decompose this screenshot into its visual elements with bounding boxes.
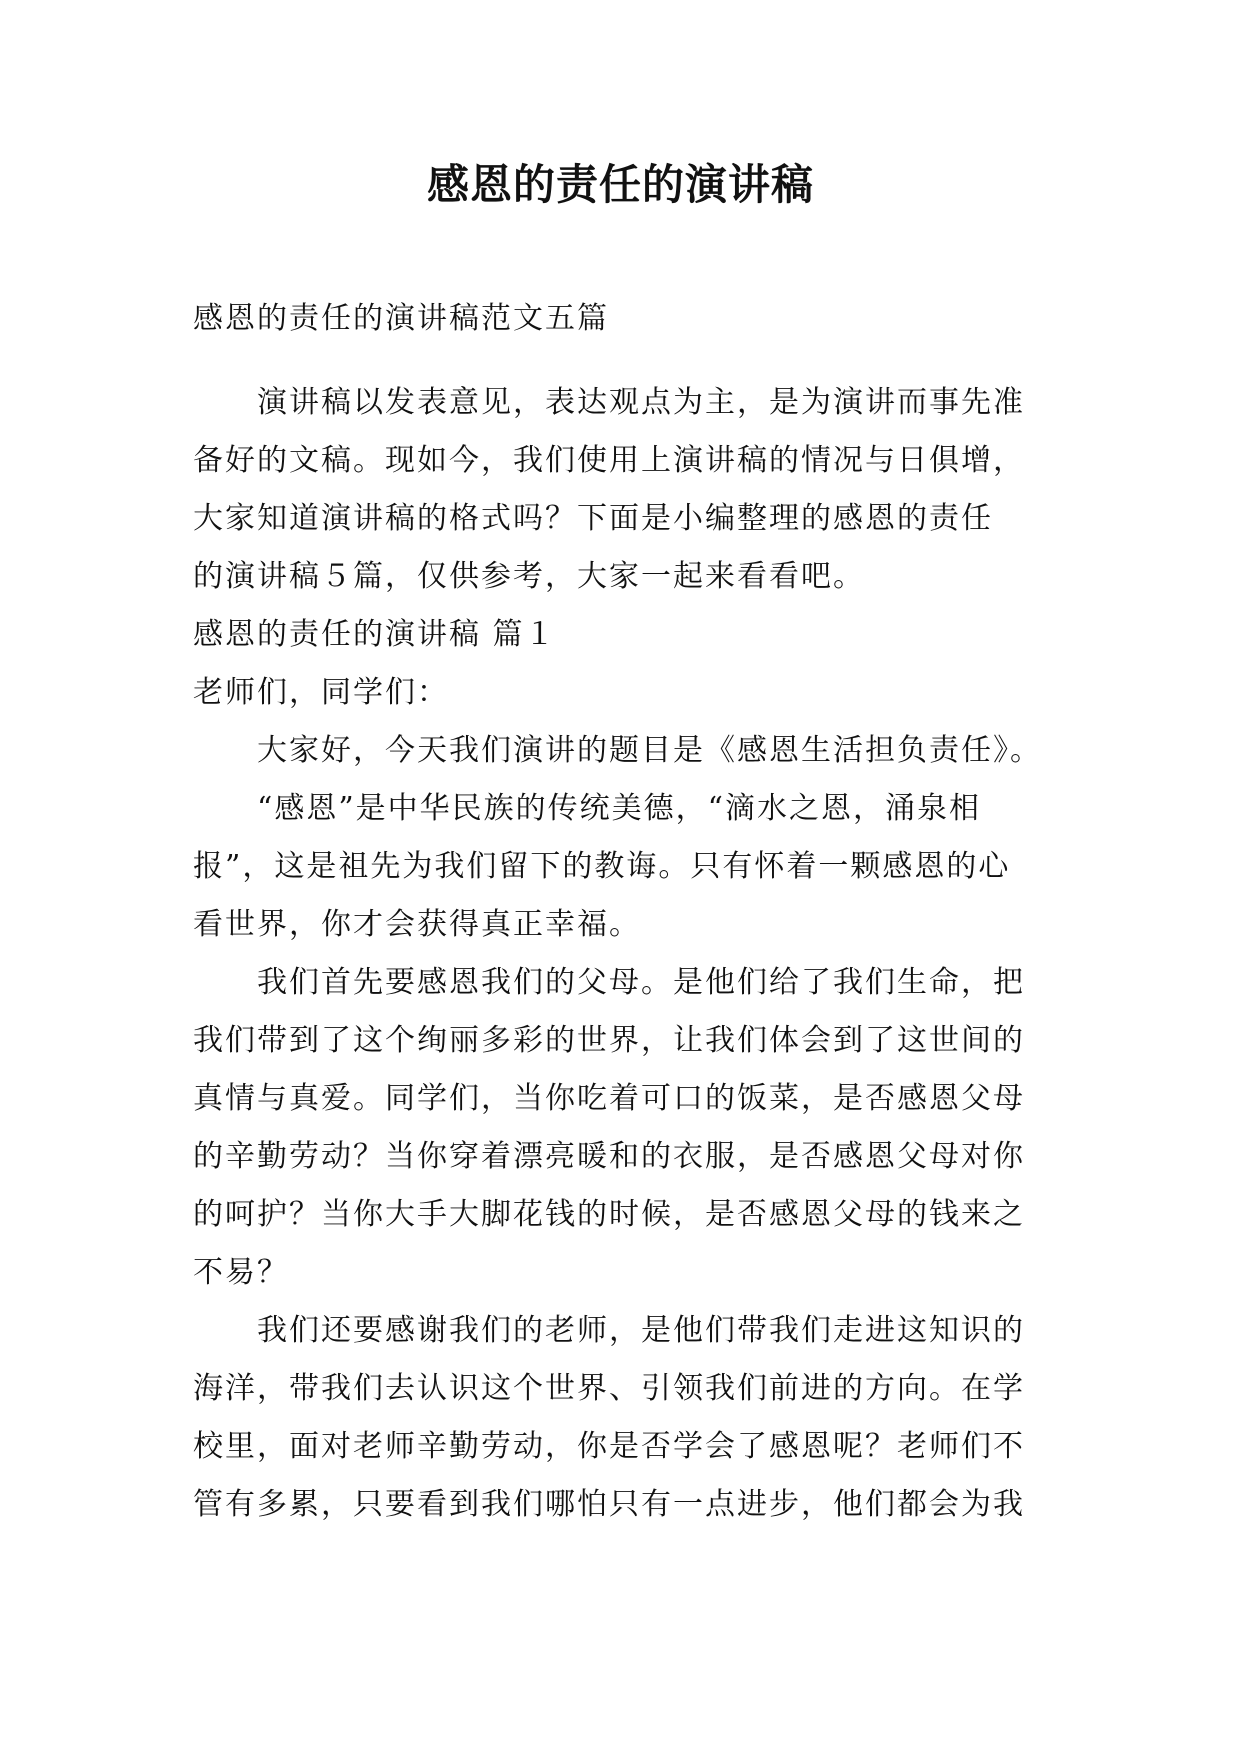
intro-paragraph — [193, 374, 1053, 606]
spacer — [193, 348, 1053, 374]
paragraph-line: 的呵护？当你大手大脚花钱的时候，是否感恩父母的钱来之 — [193, 1197, 1025, 1232]
paragraph-line: “感恩”是中华民族的传统美德，“滴水之恩，涌泉相 — [257, 791, 982, 826]
paragraph-line: 真情与真爱。同学们，当你吃着可口的饭菜，是否感恩父母 — [193, 1081, 1025, 1116]
paragraph-line: 我们还要感谢我们的老师，是他们带我们走进这知识的 — [257, 1313, 1025, 1348]
paragraph-line: 的辛勤劳动？当你穿着漂亮暖和的衣服，是否感恩父母对你 — [193, 1139, 1025, 1174]
paragraph-line: 我们首先要感恩我们的父母。是他们给了我们生命，把 — [257, 965, 1025, 1000]
document-subtitle: 感恩的责任的演讲稿范文五篇 — [193, 301, 609, 336]
greeting-line: 大家好，今天我们演讲的题目是《感恩生活担负责任》。 — [257, 733, 1042, 768]
paragraph-line: 校里，面对老师辛勤劳动，你是否学会了感恩呢？老师们不 — [193, 1429, 1025, 1464]
paragraph-line: 大家知道演讲稿的格式吗？下面是小编整理的感恩的责任 — [193, 501, 993, 536]
paragraph-line: 不易？ — [193, 1255, 289, 1290]
document-title: 感恩的责任的演讲稿 — [426, 160, 814, 209]
paragraph-line: 的演讲稿５篇，仅供参考，大家一起来看看吧。 — [193, 559, 865, 594]
salutation: 老师们，同学们： — [193, 675, 449, 710]
section-heading: 感恩的责任的演讲稿 篇１ — [193, 617, 557, 652]
paragraph-line: 备好的文稿。现如今，我们使用上演讲稿的情况与日俱增， — [193, 443, 1025, 478]
paragraph-line: 报”，这是祖先为我们留下的教诲。只有怀着一颗感恩的心 — [193, 849, 1011, 884]
document-body — [193, 290, 1053, 1534]
paragraph-line: 我们带到了这个绚丽多彩的世界，让我们体会到了这世间的 — [193, 1023, 1025, 1058]
paragraph-line: 看世界，你才会获得真正幸福。 — [193, 907, 641, 942]
paragraph-line: 管有多累，只要看到我们哪怕只有一点进步，他们都会为我 — [193, 1487, 1025, 1522]
paragraph-line: 演讲稿以发表意见，表达观点为主，是为演讲而事先准 — [257, 385, 1025, 420]
paragraph-parents — [193, 954, 1053, 1302]
paragraph-gratitude — [193, 780, 1053, 954]
paragraph-teachers — [193, 1302, 1053, 1534]
paragraph-line: 海洋，带我们去认识这个世界、引领我们前进的方向。在学 — [193, 1371, 1025, 1406]
